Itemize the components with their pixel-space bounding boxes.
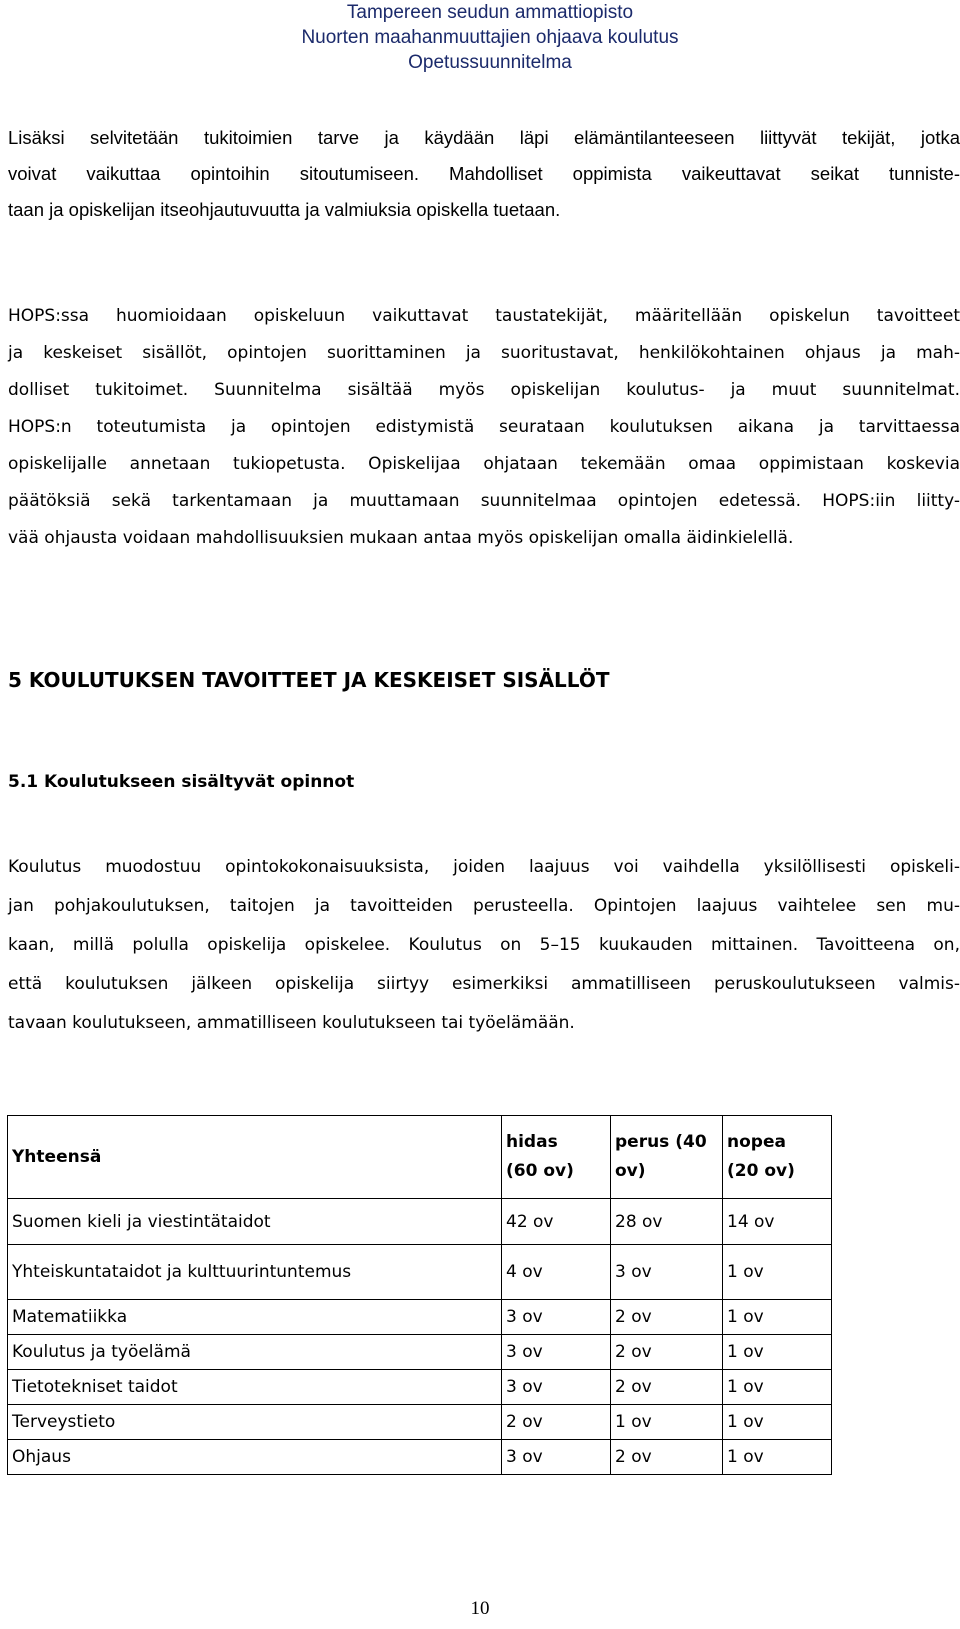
table-row xyxy=(8,1335,832,1370)
hidas-cell: 3 ov xyxy=(502,1440,611,1475)
perus-cell: 3 ov xyxy=(611,1245,723,1300)
body-line: jan pohjakoulutuksen, taitojen ja tavoitteiden perusteella. Opintojen laajuus vaihtelee sen mu- xyxy=(8,896,960,916)
hops-line: opiskelijalle annetaan tukiopetusta. Opiskelijaa ohjataan tekemään omaa oppimistaan koskevia xyxy=(8,454,960,474)
nopea-cell: 1 ov xyxy=(723,1370,832,1405)
table-row xyxy=(8,1405,832,1440)
section-heading: 5 KOULUTUKSEN TAVOITTEET JA KESKEISET SISÄLLÖT xyxy=(8,668,610,692)
header-perus-label: perus (40 xyxy=(615,1132,707,1152)
perus-cell: 2 ov xyxy=(611,1370,723,1405)
body-line: että koulutuksen jälkeen opiskelija siirtyy esimerkiksi ammatilliseen peruskoulutukseen valmis- xyxy=(8,974,960,994)
hops-line: päätöksiä sekä tarkentamaan ja muuttamaan suunnitelmaa opintojen edetessä. HOPS:iin liitty- xyxy=(8,491,960,511)
perus-cell: 28 ov xyxy=(611,1199,723,1245)
nopea-cell: 1 ov xyxy=(723,1440,832,1475)
header-program: Nuorten maahanmuuttajien ohjaava koulutus xyxy=(301,27,679,48)
hidas-cell: 2 ov xyxy=(502,1405,611,1440)
hops-line: vää ohjausta voidaan mahdollisuuksien mukaan antaa myös opiskelijan omalla äidinkielellä. xyxy=(8,528,794,548)
hidas-cell: 42 ov xyxy=(502,1199,611,1245)
nopea-cell: 14 ov xyxy=(723,1199,832,1245)
subject-cell: Yhteiskuntataidot ja kulttuurintuntemus xyxy=(8,1245,502,1300)
subsection-heading: 5.1 Koulutukseen sisältyvät opinnot xyxy=(8,772,355,792)
nopea-cell: 1 ov xyxy=(723,1245,832,1300)
body-paragraph xyxy=(8,848,960,1043)
subject-cell: Matematiikka xyxy=(8,1300,502,1335)
intro-line: Lisäksi selvitetään tukitoimien tarve ja käydään läpi elämäntilanteeseen liittyvät tekijät, jotka xyxy=(8,127,960,148)
subject-cell: Ohjaus xyxy=(8,1440,502,1475)
table-row xyxy=(8,1300,832,1335)
perus-cell: 2 ov xyxy=(611,1300,723,1335)
subject-cell: Tietotekniset taidot xyxy=(8,1370,502,1405)
running-header xyxy=(0,0,960,75)
body-line: tavaan koulutukseen, ammatilliseen koulutukseen tai työelämään. xyxy=(8,1013,575,1033)
header-total-label: Yhteensä xyxy=(12,1146,102,1167)
page-number: 10 xyxy=(470,1598,490,1619)
table-row xyxy=(8,1370,832,1405)
hidas-cell: 3 ov xyxy=(502,1335,611,1370)
hidas-cell: 4 ov xyxy=(502,1245,611,1300)
nopea-cell: 1 ov xyxy=(723,1335,832,1370)
hops-line: HOPS:n toteutumista ja opintojen edistymistä seurataan koulutuksen aikana ja tarvittaessa xyxy=(8,417,960,437)
hops-line: ja keskeiset sisällöt, opintojen suorittaminen ja suoritustavat, henkilökohtainen ohjaus ja mah- xyxy=(8,343,960,363)
header-perus-units: ov) xyxy=(615,1161,646,1181)
hidas-cell: 3 ov xyxy=(502,1300,611,1335)
table-row xyxy=(8,1199,832,1245)
header-cell-hidas xyxy=(502,1116,611,1199)
study-units-table xyxy=(7,1115,832,1475)
hops-paragraph xyxy=(8,298,960,557)
perus-cell: 2 ov xyxy=(611,1440,723,1475)
header-nopea-label: nopea xyxy=(727,1132,786,1152)
header-cell-total xyxy=(8,1116,502,1199)
intro-line: voivat vaikuttaa opintoihin sitoutumiseen. Mahdolliset oppimista vaikeuttavat seikat tunniste- xyxy=(8,163,960,184)
hidas-cell: 3 ov xyxy=(502,1370,611,1405)
intro-line: taan ja opiskelijan itseohjautuvuutta ja valmiuksia opiskella tuetaan. xyxy=(8,199,561,220)
hops-line: dolliset tukitoimet. Suunnitelma sisältää myös opiskelijan koulutus- ja muut suunnitelmat. xyxy=(8,380,960,400)
nopea-cell: 1 ov xyxy=(723,1405,832,1440)
intro-paragraph xyxy=(8,120,960,228)
subject-cell: Koulutus ja työelämä xyxy=(8,1335,502,1370)
table-row xyxy=(8,1245,832,1300)
subject-cell: Terveystieto xyxy=(8,1405,502,1440)
table-row xyxy=(8,1440,832,1475)
hops-line: HOPS:ssa huomioidaan opiskeluun vaikuttavat taustatekijät, määritellään opiskelun tavoitteet xyxy=(8,306,960,326)
subject-cell: Suomen kieli ja viestintätaidot xyxy=(8,1199,502,1245)
header-cell-nopea xyxy=(723,1116,832,1199)
header-nopea-units: (20 ov) xyxy=(727,1161,795,1181)
header-hidas-label: hidas xyxy=(506,1132,558,1152)
perus-cell: 1 ov xyxy=(611,1405,723,1440)
nopea-cell: 1 ov xyxy=(723,1300,832,1335)
body-line: Koulutus muodostuu opintokokonaisuuksista, joiden laajuus voi vaihdella yksilöllisesti opiskeli- xyxy=(8,857,960,877)
header-document-type: Opetussuunnitelma xyxy=(408,52,572,73)
perus-cell: 2 ov xyxy=(611,1335,723,1370)
header-cell-perus xyxy=(611,1116,723,1199)
table-header-row xyxy=(8,1116,832,1199)
header-hidas-units: (60 ov) xyxy=(506,1161,574,1181)
header-institution: Tampereen seudun ammattiopisto xyxy=(346,2,634,23)
body-line: kaan, millä polulla opiskelija opiskelee. Koulutus on 5–15 kuukauden mittainen. Tavoitteena on, xyxy=(8,935,960,955)
